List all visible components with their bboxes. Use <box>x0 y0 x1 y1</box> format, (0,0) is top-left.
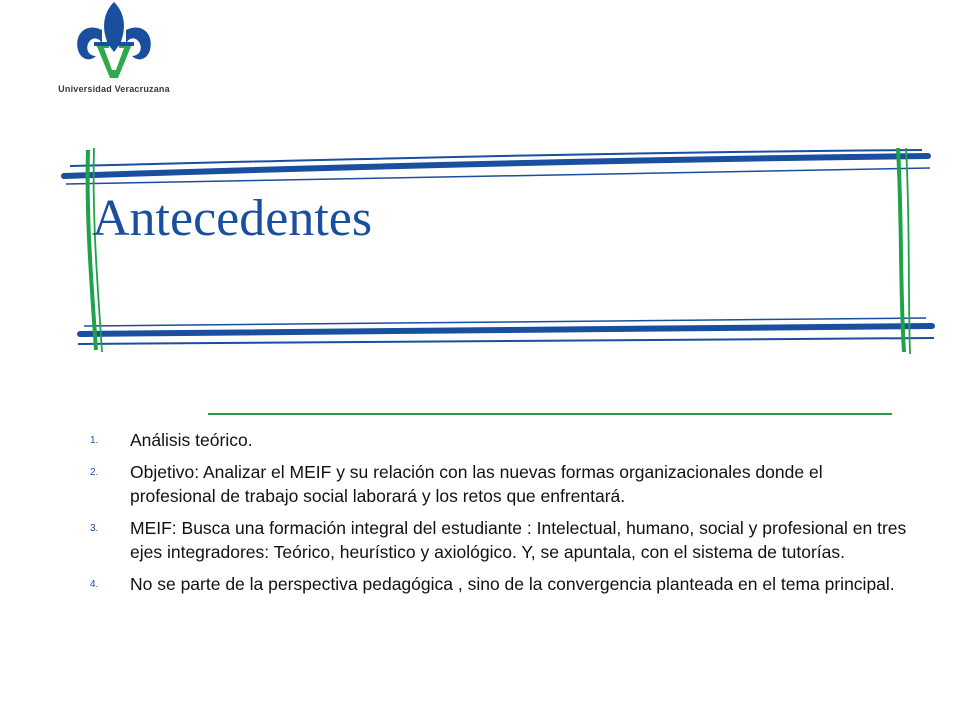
list-item-text: MEIF: Busca una formación integral del estudiante : Intelectual, humano, social y profesional en tres ejes integradores: Teórico, heurístico y axiológico. Y, se apuntala, con el sistema de tutorías. <box>130 518 907 562</box>
list-item-number: 3. <box>90 523 99 534</box>
list-item <box>90 516 910 564</box>
list-item <box>90 460 910 508</box>
list-item-number: 2. <box>90 467 99 478</box>
slide-title: Antecedentes <box>92 190 373 247</box>
list-item-text: Objetivo: Analizar el MEIF y su relación con las nuevas formas organizacionales donde el profesional de trabajo social laborará y los retos que enfrentará. <box>130 462 823 506</box>
list-item-text: No se parte de la perspectiva pedagógica , sino de la convergencia planteada en el tema principal. <box>130 574 895 594</box>
list-item-number: 4. <box>90 579 99 590</box>
university-name: Universidad Veracruzana <box>58 84 170 94</box>
list-item <box>90 572 910 596</box>
numbered-list <box>90 428 910 604</box>
divider-line <box>208 413 892 415</box>
list-item-text: Análisis teórico. <box>130 430 253 450</box>
list-item <box>90 428 910 452</box>
list-item-number: 1. <box>90 435 99 446</box>
